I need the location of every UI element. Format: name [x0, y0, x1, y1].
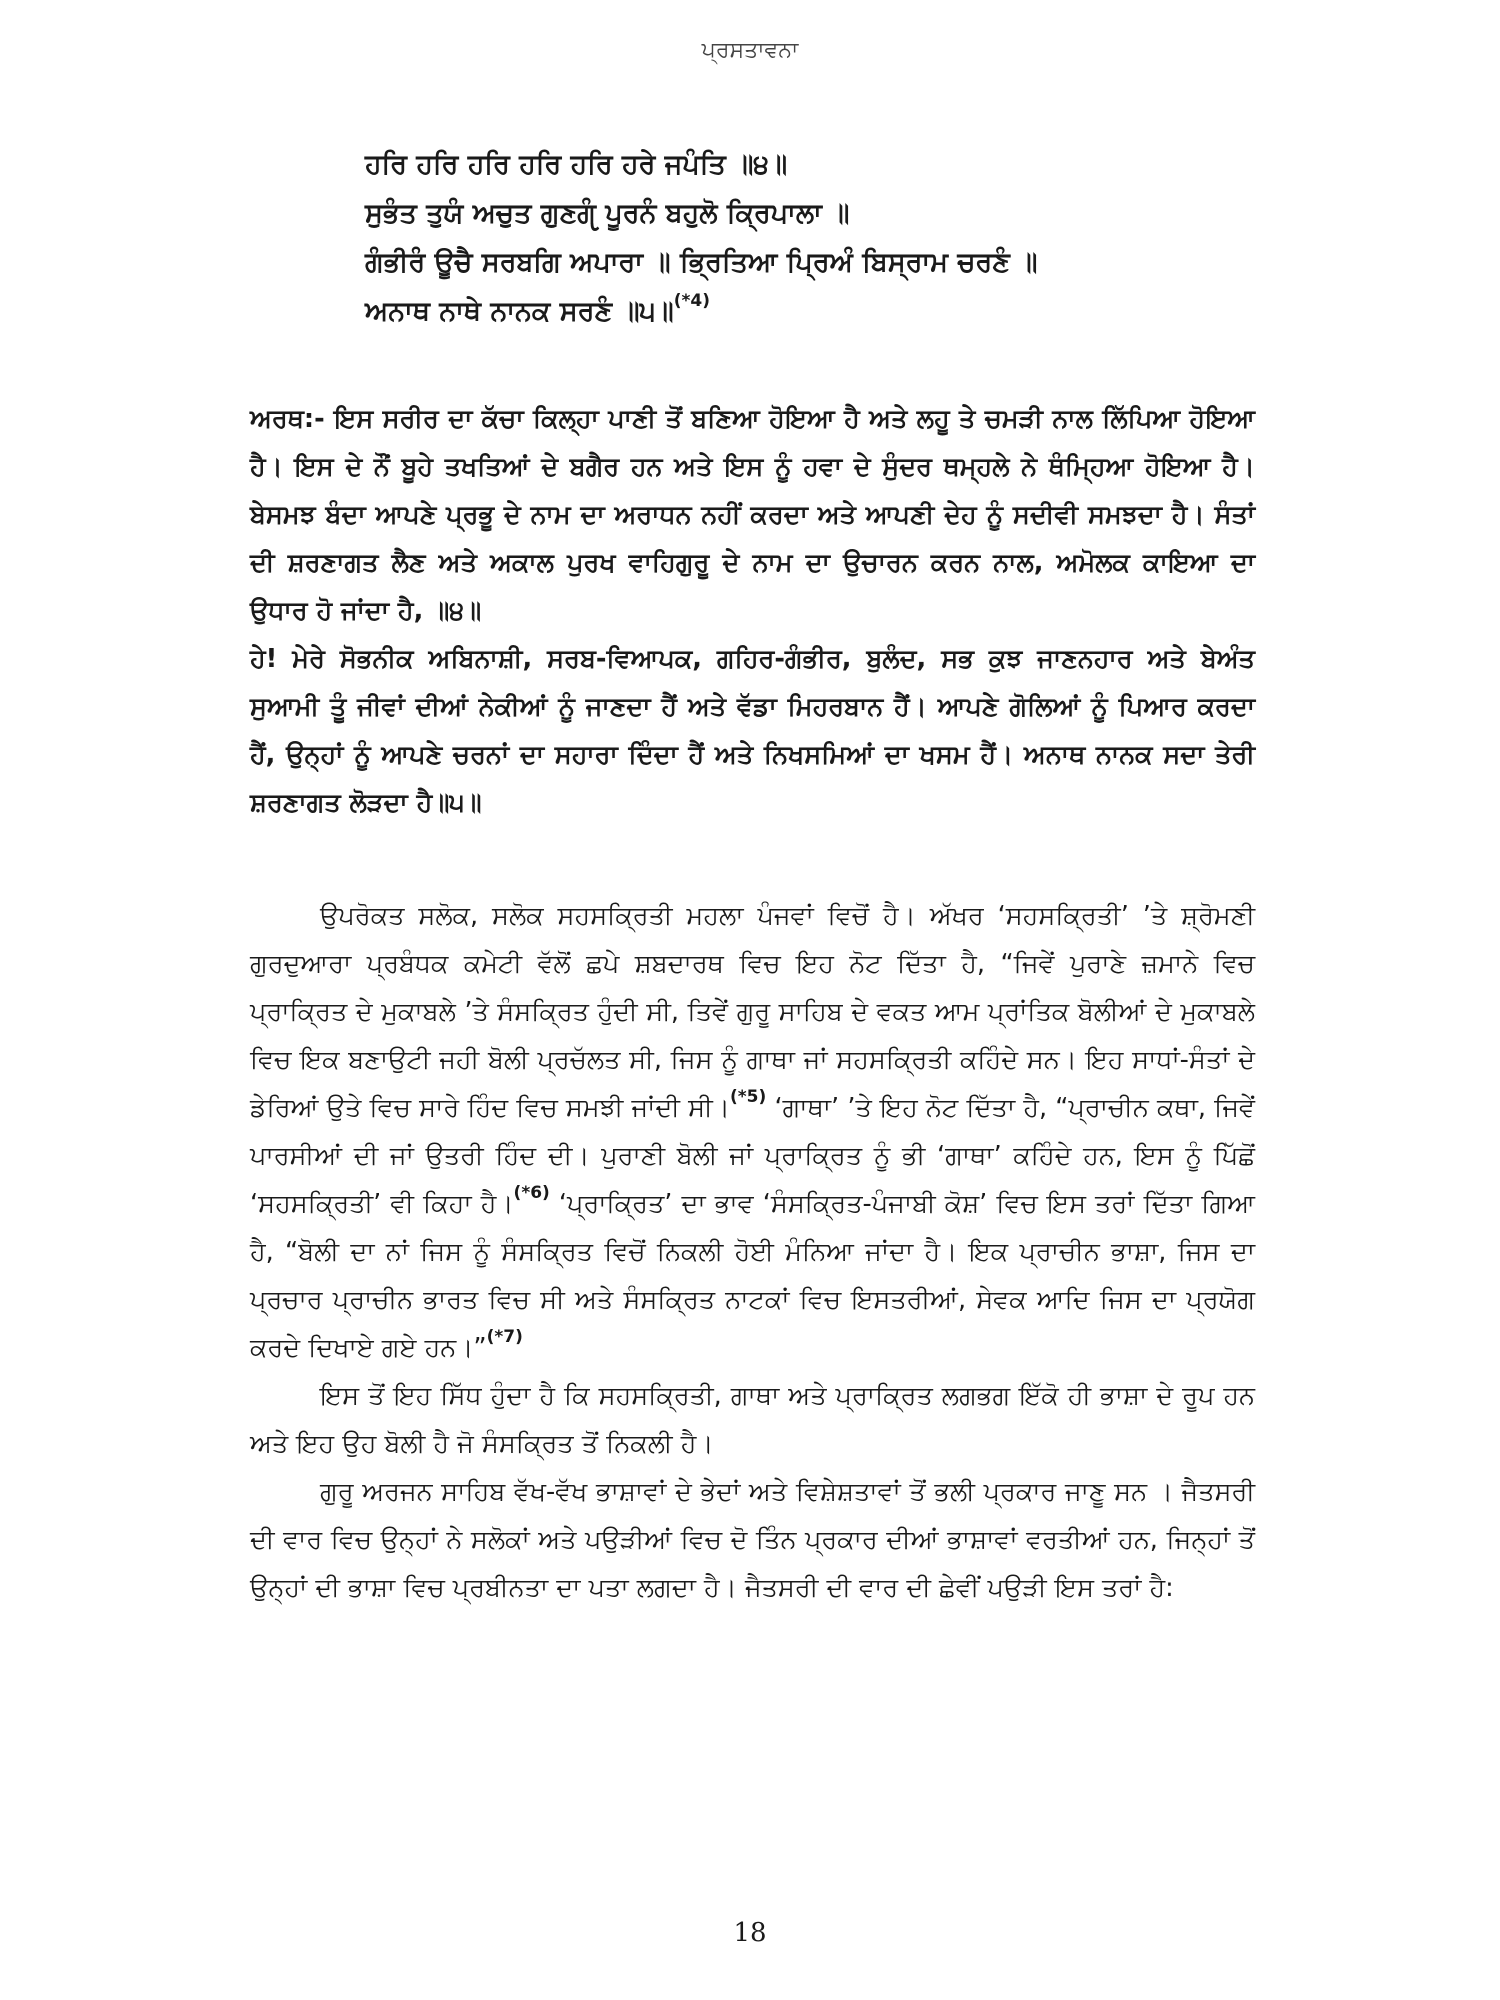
body-text: ‘ਪ੍ਰਾਕ੍ਰਿਤ’ ਦਾ ਭਾਵ ‘ਸੰਸਕ੍ਰਿਤ-ਪੰਜਾਬੀ ਕੋਸ਼’ ਵਿਚ ਇਸ ਤਰਾਂ ਦਿੱਤਾ ਗਿਆ ਹੈ, “ਬੋਲੀ ਦਾ ਨਾਂ ਜਿਸ ਨੂੰ ਸੰਸਕ੍ਰਿਤ ਵਿਚੋਂ ਨਿਕਲੀ ਹੋਈ ਮੰਨਿਆ ਜਾਂਦਾ ਹੈ। ਇਕ ਪ੍ਰਾਚੀਨ ਭਾਸ਼ਾ, ਜਿਸ ਦਾ ਪ੍ਰਚਾਰ ਪ੍ਰਾਚੀਨ ਭਾਰਤ ਵਿਚ ਸੀ ਅਤੇ ਸੰਸਕ੍ਰਿਤ ਨਾਟਕਾਂ ਵਿਚ ਇਸਤਰੀਆਂ, ਸੇਵਕ ਆਦਿ ਜਿਸ ਦਾ ਪ੍ਰਯੋਗ ਕਰਦੇ ਦਿਖਾਏ ਗਏ ਹਨ।”: [250, 1189, 1255, 1363]
verse-line: ਹਰਿ ਹਰਿ ਹਰਿ ਹਰਿ ਹਰਿ ਹਰੇ ਜਪੰਤਿ ॥੪॥: [365, 149, 788, 180]
verse-block: [365, 140, 1365, 336]
footnote-ref-4: (*4): [673, 291, 710, 311]
meaning-paragraph: ਅਰਥ:- ਇਸ ਸਰੀਰ ਦਾ ਕੱਚਾ ਕਿਲ੍ਹਾ ਪਾਣੀ ਤੋਂ ਬਣਿਆ ਹੋਇਆ ਹੈ ਅਤੇ ਲਹੂ ਤੇ ਚਮੜੀ ਨਾਲ ਲਿੱਪਿਆ ਹੋਇਆ ਹੈ। ਇਸ ਦੇ ਨੌਂ ਬੂਹੇ ਤਖਤਿਆਂ ਦੇ ਬਗੈਰ ਹਨ ਅਤੇ ਇਸ ਨੂੰ ਹਵਾ ਦੇ ਸੁੰਦਰ ਥਮ੍ਹਲੇ ਨੇ ਥੰਮ੍ਹਿਆ ਹੋਇਆ ਹੈ। ਬੇਸਮਝ ਬੰਦਾ ਆਪਣੇ ਪ੍ਰਭੂ ਦੇ ਨਾਮ ਦਾ ਅਰਾਧਨ ਨਹੀਂ ਕਰਦਾ ਅਤੇ ਆਪਣੀ ਦੇਹ ਨੂੰ ਸਦੀਵੀ ਸਮਝਦਾ ਹੈ। ਸੰਤਾਂ ਦੀ ਸ਼ਰਣਾਗਤ ਲੈਣ ਅਤੇ ਅਕਾਲ ਪੁਰਖ ਵਾਹਿਗੁਰੂ ਦੇ ਨਾਮ ਦਾ ਉਚਾਰਨ ਕਰਨ ਨਾਲ, ਅਮੋਲਕ ਕਾਇਆ ਦਾ ਉਧਾਰ ਹੋ ਜਾਂਦਾ ਹੈ, ॥੪॥: [250, 404, 1255, 626]
footnote-ref-6: (*6): [513, 1183, 550, 1203]
body-paragraph: ਗੁਰੂ ਅਰਜਨ ਸਾਹਿਬ ਵੱਖ-ਵੱਖ ਭਾਸ਼ਾਵਾਂ ਦੇ ਭੇਦਾਂ ਅਤੇ ਵਿਸ਼ੇਸ਼ਤਾਵਾਂ ਤੋਂ ਭਲੀ ਪ੍ਰਕਾਰ ਜਾਣੂ ਸਨ । ਜੈਤਸਰੀ ਦੀ ਵਾਰ ਵਿਚ ਉਨ੍ਹਾਂ ਨੇ ਸਲੋਕਾਂ ਅਤੇ ਪਉੜੀਆਂ ਵਿਚ ਦੋ ਤਿੰਨ ਪ੍ਰਕਾਰ ਦੀਆਂ ਭਾਸ਼ਾਵਾਂ ਵਰਤੀਆਂ ਹਨ, ਜਿਨ੍ਹਾਂ ਤੋਂ ਉਨ੍ਹਾਂ ਦੀ ਭਾਸ਼ਾ ਵਿਚ ਪ੍ਰਬੀਨਤਾ ਦਾ ਪਤਾ ਲਗਦਾ ਹੈ। ਜੈਤਸਰੀ ਦੀ ਵਾਰ ਦੀ ਛੇਵੀਂ ਪਉੜੀ ਇਸ ਤਰਾਂ ਹੈ:: [250, 1477, 1255, 1603]
verse-line: ਗੰਭੀਰੰ ਊਚੈ ਸਰਬਗਿ ਅਪਾਰਾ ॥ ਭ੍ਰਿਤਿਆ ਪ੍ਰਿਅੰ ਬਿਸ੍ਰਾਮ ਚਰਣੰ ॥: [365, 247, 1038, 278]
body-text: ‘ਗਾਥਾ’ ’ਤੇ ਇਹ ਨੋਟ ਦਿੱਤਾ ਹੈ, “ਪ੍ਰਾਚੀਨ ਕਥਾ, ਜਿਵੇਂ ਪਾਰਸੀਆਂ ਦੀ ਜਾਂ ਉਤਰੀ ਹਿੰਦ ਦੀ। ਪੁਰਾਣੀ ਬੋਲੀ ਜਾਂ ਪ੍ਰਾਕ੍ਰਿਤ ਨੂੰ ਭੀ ‘ਗਾਥਾ’ ਕਹਿੰਦੇ ਹਨ, ਇਸ ਨੂੰ ਪਿੱਛੋਂ ‘ਸਹਸਕ੍ਰਿਤੀ’ ਵੀ ਕਿਹਾ ਹੈ।: [250, 1093, 1255, 1219]
meaning-section: [250, 395, 1255, 827]
verse-line: [365, 287, 1365, 336]
footnote-ref-7: (*7): [486, 1327, 523, 1347]
verse-line-text: ਅਨਾਥ ਨਾਥੇ ਨਾਨਕ ਸਰਣੰ ॥੫॥: [365, 296, 674, 327]
body-text: ਉਪਰੋਕਤ ਸਲੋਕ, ਸਲੋਕ ਸਹਸਕ੍ਰਿਤੀ ਮਹਲਾ ਪੰਜਵਾਂ ਵਿਚੋਂ ਹੈ। ਅੱਖਰ ‘ਸਹਸਕ੍ਰਿਤੀ’ ’ਤੇ ਸ਼੍ਰੋਮਣੀ ਗੁਰਦੁਆਰਾ ਪ੍ਰਬੰਧਕ ਕਮੇਟੀ ਵੱਲੋਂ ਛਪੇ ਸ਼ਬਦਾਰਥ ਵਿਚ ਇਹ ਨੋਟ ਦਿੱਤਾ ਹੈ, “ਜਿਵੇਂ ਪੁਰਾਣੇ ਜ਼ਮਾਨੇ ਵਿਚ ਪ੍ਰਾਕ੍ਰਿਤ ਦੇ ਮੁਕਾਬਲੇ ’ਤੇ ਸੰਸਕ੍ਰਿਤ ਹੁੰਦੀ ਸੀ, ਤਿਵੇਂ ਗੁਰੂ ਸਾਹਿਬ ਦੇ ਵਕਤ ਆਮ ਪ੍ਰਾਂਤਿਕ ਬੋਲੀਆਂ ਦੇ ਮੁਕਾਬਲੇ ਵਿਚ ਇਕ ਬਣਾਉਟੀ ਜਹੀ ਬੋਲੀ ਪ੍ਰਚੱਲਤ ਸੀ, ਜਿਸ ਨੂੰ ਗਾਥਾ ਜਾਂ ਸਹਸਕ੍ਰਿਤੀ ਕਹਿੰਦੇ ਸਨ। ਇਹ ਸਾਧਾਂ-ਸੰਤਾਂ ਦੇ ਡੇਰਿਆਂ ਉਤੇ ਵਿਚ ਸਾਰੇ ਹਿੰਦ ਵਿਚ ਸਮਝੀ ਜਾਂਦੀ ਸੀ।: [250, 901, 1255, 1123]
verse-line: ਸੁਭੰਤ ਤੁਯੰ ਅਚੁਤ ਗੁਣਗੵੰ ਪੂਰਨੰ ਬਹੁਲੋ ਕ੍ਰਿਪਾਲਾ ॥: [365, 198, 850, 229]
body-paragraph: ਇਸ ਤੋਂ ਇਹ ਸਿੱਧ ਹੁੰਦਾ ਹੈ ਕਿ ਸਹਸਕ੍ਰਿਤੀ, ਗਾਥਾ ਅਤੇ ਪ੍ਰਾਕ੍ਰਿਤ ਲਗਭਗ ਇੱਕੋ ਹੀ ਭਾਸ਼ਾ ਦੇ ਰੂਪ ਹਨ ਅਤੇ ਇਹ ਉਹ ਬੋਲੀ ਹੈ ਜੋ ਸੰਸਕ੍ਰਿਤ ਤੋਂ ਨਿਕਲੀ ਹੈ।: [250, 1381, 1255, 1459]
page-number: 18: [733, 1918, 767, 1948]
body-section: [250, 892, 1255, 1612]
footnote-ref-5: (*5): [729, 1087, 767, 1107]
meaning-paragraph: ਹੇ! ਮੇਰੇ ਸੋਭਨੀਕ ਅਬਿਨਾਸ਼ੀ, ਸਰਬ-ਵਿਆਪਕ, ਗਹਿਰ-ਗੰਭੀਰ, ਬੁਲੰਦ, ਸਭ ਕੁਝ ਜਾਣਨਹਾਰ ਅਤੇ ਬੇਅੰਤ ਸੁਆਮੀ ਤੂੰ ਜੀਵਾਂ ਦੀਆਂ ਨੇਕੀਆਂ ਨੂੰ ਜਾਣਦਾ ਹੈਂ ਅਤੇ ਵੱਡਾ ਮਿਹਰਬਾਨ ਹੈਂ। ਆਪਣੇ ਗੋਲਿਆਂ ਨੂੰ ਪਿਆਰ ਕਰਦਾ ਹੈਂ, ਉਨ੍ਹਾਂ ਨੂੰ ਆਪਣੇ ਚਰਨਾਂ ਦਾ ਸਹਾਰਾ ਦਿੰਦਾ ਹੈਂ ਅਤੇ ਨਿਖਸਮਿਆਂ ਦਾ ਖਸਮ ਹੈਂ। ਅਨਾਥ ਨਾਨਕ ਸਦਾ ਤੇਰੀ ਸ਼ਰਣਾਗਤ ਲੋੜਦਾ ਹੈ॥੫॥: [250, 644, 1255, 818]
body-paragraph: [250, 892, 1255, 1372]
running-title: ਪ੍ਰਸਤਾਵਨਾ: [701, 38, 799, 63]
